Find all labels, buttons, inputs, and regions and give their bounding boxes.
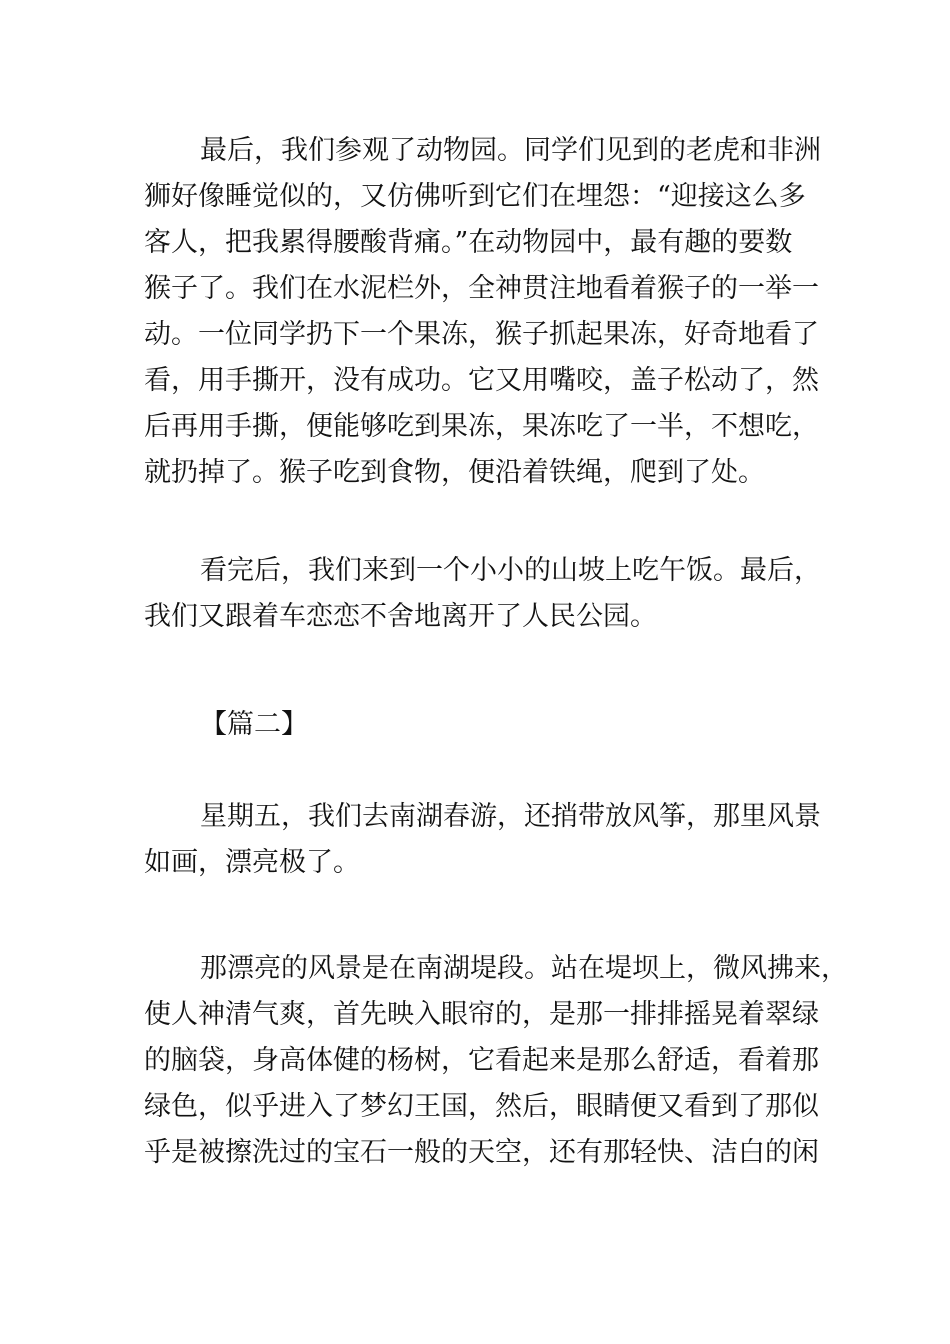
paragraph-1-line: 猴子了。我们在水泥栏外，全神贯注地看着猴子的一举一 (144, 273, 819, 304)
paragraph-1-line: 最后，我们参观了动物园。同学们见到的老虎和非洲 (200, 135, 821, 166)
paragraph-1-line: 看，用手撕开，没有成功。它又用嘴咬，盖子松动了，然 (144, 365, 819, 396)
paragraph-1-line: 就扔掉了。猴子吃到食物，便沿着铁绳，爬到了处。 (144, 457, 765, 488)
paragraph-1-line: 动。一位同学扔下一个果冻，猴子抓起果冻，好奇地看了 (144, 319, 819, 350)
paragraph-4-line: 乎是被擦洗过的宝石一般的天空，还有那轻快、洁白的闲 (144, 1137, 819, 1168)
paragraph-4-line: 的脑袋，身高体健的杨树，它看起来是那么舒适，看着那 (144, 1045, 819, 1076)
paragraph-3-line: 如画，漂亮极了。 (144, 847, 360, 878)
section-heading: 【篇二】 (200, 709, 308, 740)
paragraph-1-line: 后再用手撕，便能够吃到果冻，果冻吃了一半，不想吃， (144, 411, 819, 442)
paragraph-1-line: 客人，把我累得腰酸背痛。”在动物园中，最有趣的要数 (144, 227, 793, 258)
paragraph-1-line: 狮好像睡觉似的，又仿佛听到它们在埋怨：“迎接这么多 (144, 181, 806, 212)
paragraph-4-line: 那漂亮的风景是在南湖堤段。站在堤坝上，微风拂来， (200, 953, 848, 984)
paragraph-2-line: 看完后，我们来到一个小小的山坡上吃午饭。最后， (200, 555, 821, 586)
paragraph-4-line: 使人神清气爽，首先映入眼帘的，是那一排排摇晃着翠绿 (144, 999, 819, 1030)
paragraph-4-line: 绿色，似乎进入了梦幻王国，然后，眼睛便又看到了那似 (144, 1091, 819, 1122)
paragraph-2-line: 我们又跟着车恋恋不舍地离开了人民公园。 (144, 601, 657, 632)
paragraph-3-line: 星期五，我们去南湖春游，还捎带放风筝，那里风景 (200, 801, 821, 832)
